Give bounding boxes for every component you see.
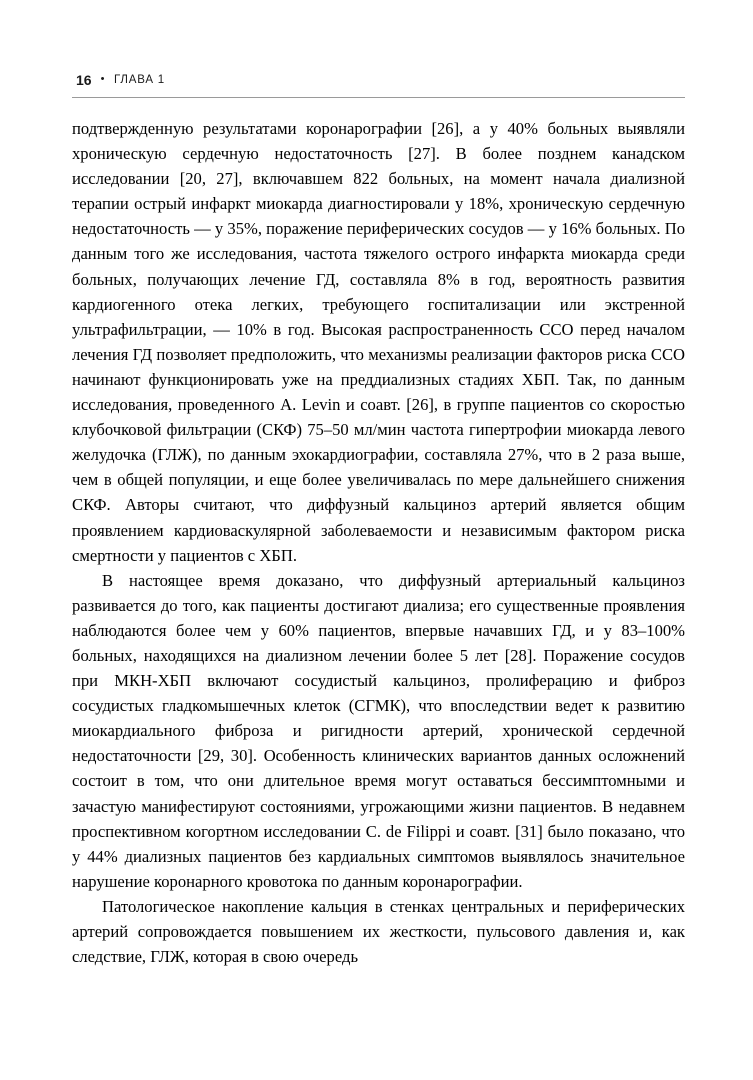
paragraph: Патологическое накопление кальция в стенках центральных и периферических артерий сопровождается повышением их жесткости, пульсового давления и, как следствие, ГЛЖ, которая в свою очередь: [72, 896, 685, 967]
body-text: [72, 116, 685, 969]
paragraph: В настоящее время доказано, что диффузный артериальный кальциноз развивается до того, как пациенты достигают диализа; его существенные проявления наблюдаются более чем у 60% пациентов, впервые начавших ГД, и у 83–100% больных, находящихся на диализном лечении более 5 лет [28]. Поражение сосудов при МКН-ХБП включают сосудистый кальциноз, пролиферацию и фиброз сосудистых гладкомышечных клеток (СГМК), что впоследствии ведет к развитию миокардиального фиброза и ригидности артерий, хронической сердечной недостаточности [29, 30]. Особенность клинических вариантов данных осложнений состоит в том, что они длительное время могут оставаться бессимптомными и зачастую манифестируют состояниями, угрожающими жизни пациентов. В недавнем проспективном когортном исследовании C. de Filippi и соавт. [31] было показано, что у 44% диализных пациентов без кардиальных симптомов выявлялось значительное нарушение коронарного кровотока по данным коронарографии.: [72, 570, 685, 891]
page-number: 16: [76, 72, 92, 88]
chapter-label: ГЛАВА 1: [114, 74, 165, 86]
paragraph: подтвержденную результатами коронарографии [26], а у 40% больных выявляли хроническую сердечную недостаточность [27]. В более позднем канадском исследовании [20, 27], включавшем 822 больных, на момент начала диализной терапии острый инфаркт миокарда диагностировали у 18%, хроническую сердечную недостаточность — у 35%, поражение периферических сосудов — у 16% больных. По данным того же исследования, частота тяжелого острого инфаркта миокарда среди больных, получающих лечение ГД, составляла 8% в год, вероятность развития кардиогенного отека легких, требующего госпитализации или экстренной ультрафильтрации, — 10% в год. Высокая распространенность ССО перед началом лечения ГД позволяет предположить, что механизмы реализации факторов риска ССО начинают функционировать уже на преддиализных стадиях ХБП. Так, по данным исследования, проведенного A. Levin и соавт. [26], в группе пациентов со скоростью клубочковой фильтрации (СКФ) 75–50 мл/мин частота гипертрофии миокарда левого желудочка (ГЛЖ), по данным эхокардиографии, составляла 27%, что в 2 раза выше, чем в общей популяции, и еще более увеличивалась по мере дальнейшего снижения СКФ. Авторы считают, что диффузный кальциноз артерий является общим проявлением кардиоваскулярной заболеваемости и независимым фактором риска смертности у пациентов с ХБП.: [72, 119, 685, 565]
running-head: [72, 72, 685, 88]
bullet-separator-icon: •: [100, 72, 106, 85]
header-divider: [72, 97, 685, 98]
